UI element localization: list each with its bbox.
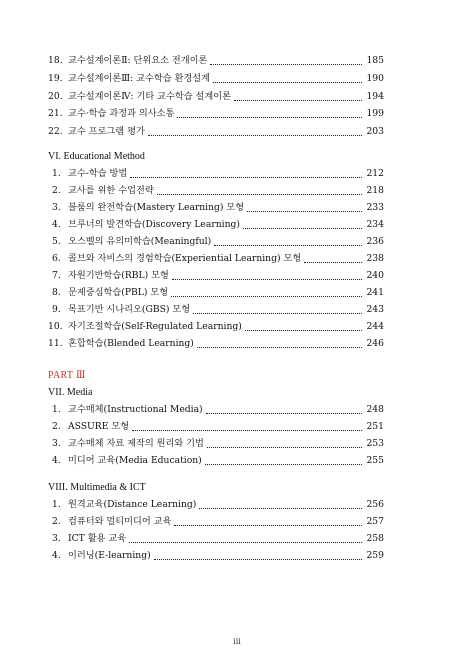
- toc-entry-page: 257: [366, 516, 384, 527]
- toc-entry-number: 2.: [52, 516, 61, 527]
- toc-entry[interactable]: [0, 403, 474, 417]
- toc-entry[interactable]: [0, 532, 474, 546]
- toc-entry-title: 자원기반학습(RBL) 모형: [68, 270, 169, 281]
- toc-entry-page: 233: [366, 202, 384, 213]
- toc-entry-page: 212: [366, 168, 384, 179]
- toc-entry-page: 258: [366, 533, 384, 544]
- toc-entry-page: 243: [366, 304, 384, 315]
- dot-leader: [304, 248, 362, 263]
- toc-entry[interactable]: [0, 107, 474, 121]
- section-heading-multimedia-ict: VIII. Multimedia & ICT: [48, 482, 146, 493]
- toc-entry[interactable]: [0, 201, 474, 215]
- dot-leader: [132, 416, 362, 431]
- toc-entry-page: 218: [366, 185, 384, 196]
- section-heading-media: VII. Media: [48, 387, 93, 398]
- toc-entry-page: 241: [366, 287, 384, 298]
- toc-entry[interactable]: [0, 252, 474, 266]
- dot-leader: [130, 163, 362, 178]
- toc-entry-number: 18.: [48, 55, 63, 66]
- toc-entry-page: 240: [366, 270, 384, 281]
- toc-entry-number: 4.: [52, 219, 61, 230]
- dot-leader: [148, 121, 362, 136]
- toc-entry-number: 6.: [52, 253, 61, 264]
- dot-leader: [193, 299, 362, 314]
- toc-entry[interactable]: [0, 269, 474, 283]
- toc-entry[interactable]: [0, 420, 474, 434]
- toc-entry[interactable]: [0, 454, 474, 468]
- toc-entry-title: 교수·학습 과정과 의사소통: [68, 108, 175, 119]
- toc-entry-title: 교사를 위한 수업전략: [68, 185, 154, 196]
- toc-entry-title: 교수설계이론Ⅳ: 기타 교수학습 설계이론: [68, 91, 232, 102]
- dot-leader: [245, 316, 362, 331]
- toc-entry-number: 10.: [48, 321, 63, 332]
- toc-entry[interactable]: [0, 72, 474, 86]
- dot-leader: [154, 545, 362, 560]
- toc-entry[interactable]: [0, 337, 474, 351]
- toc-entry-title: 목표기반 시나리오(GBS) 모형: [68, 304, 191, 315]
- toc-entry-number: 3.: [52, 438, 61, 449]
- toc-entry-title: 브루너의 발견학습(Discovery Learning): [68, 219, 240, 230]
- dot-leader: [177, 103, 362, 118]
- toc-entry-title: 이러닝(E-learning): [68, 550, 151, 561]
- toc-entry-page: 259: [366, 550, 384, 561]
- toc-entry-title: 컴퓨터와 멀티미디어 교육: [68, 516, 172, 527]
- dot-leader: [129, 528, 362, 543]
- toc-entry[interactable]: [0, 218, 474, 232]
- toc-entry-page: 234: [366, 219, 384, 230]
- dot-leader: [247, 197, 362, 212]
- toc-entry-title: 문제중심학습(PBL) 모형: [68, 287, 169, 298]
- toc-entry[interactable]: [0, 515, 474, 529]
- dot-leader: [174, 511, 362, 526]
- toc-entry-page: 256: [366, 499, 384, 510]
- toc-entry-title: 교수매체 자료 제작의 원리와 기법: [68, 438, 204, 449]
- toc-entry-number: 3.: [52, 533, 61, 544]
- toc-entry-title: 원격교육(Distance Learning): [68, 499, 197, 510]
- toc-entry[interactable]: [0, 184, 474, 198]
- toc-entry[interactable]: [0, 125, 474, 139]
- toc-entry[interactable]: [0, 235, 474, 249]
- toc-entry-title: ICT 활용 교육: [68, 533, 127, 544]
- dot-leader: [157, 180, 362, 195]
- dot-leader: [207, 433, 362, 448]
- toc-entry-number: 19.: [48, 73, 63, 84]
- toc-entry-number: 21.: [48, 108, 63, 119]
- dot-leader: [210, 50, 362, 65]
- toc-entry-page: 253: [366, 438, 384, 449]
- part-heading: PART Ⅲ: [48, 370, 86, 381]
- page-number: iii: [233, 637, 241, 646]
- toc-entry[interactable]: [0, 90, 474, 104]
- toc-entry-title: 교수-학습 방법: [68, 168, 128, 179]
- toc-entry-page: 244: [366, 321, 384, 332]
- toc-entry-number: 1.: [52, 499, 61, 510]
- toc-entry-number: 9.: [52, 304, 61, 315]
- toc-entry[interactable]: [0, 303, 474, 317]
- toc-entry-number: 7.: [52, 270, 61, 281]
- toc-entry-title: 미디어 교육(Media Education): [68, 455, 202, 466]
- toc-entry-number: 2.: [52, 421, 61, 432]
- toc-entry-title: 혼합학습(Blended Learning): [68, 338, 194, 349]
- toc-entry[interactable]: [0, 549, 474, 563]
- toc-entry-number: 22.: [48, 126, 63, 137]
- toc-entry-number: 5.: [52, 236, 61, 247]
- dot-leader: [234, 86, 362, 101]
- dot-leader: [214, 231, 362, 246]
- toc-entry-title: ASSURE 모형: [68, 421, 130, 432]
- toc-entry[interactable]: [0, 437, 474, 451]
- toc-entry-number: 1.: [52, 404, 61, 415]
- toc-entry-title: 오스벨의 유의미학습(Meaningful): [68, 236, 212, 247]
- toc-entry-page: 236: [366, 236, 384, 247]
- toc-entry[interactable]: [0, 167, 474, 181]
- toc-entry[interactable]: [0, 54, 474, 68]
- toc-entry-page: 246: [366, 338, 384, 349]
- toc-entry[interactable]: [0, 498, 474, 512]
- toc-entry-page: 248: [366, 404, 384, 415]
- toc-entry-page: 185: [366, 55, 384, 66]
- toc-entry-title: 교수 프로그램 평가: [68, 126, 145, 137]
- dot-leader: [206, 399, 362, 414]
- toc-entry-page: 194: [366, 91, 384, 102]
- dot-leader: [171, 282, 362, 297]
- dot-leader: [243, 214, 362, 229]
- toc-entry-page: 203: [366, 126, 384, 137]
- dot-leader: [213, 68, 362, 83]
- toc-entry-title: 블룸의 완전학습(Mastery Learning) 모형: [68, 202, 245, 213]
- toc-entry-page: 190: [366, 73, 384, 84]
- dot-leader: [172, 265, 362, 280]
- toc-entry-number: 4.: [52, 455, 61, 466]
- toc-entry-number: 4.: [52, 550, 61, 561]
- toc-entry-title: 자기조절학습(Self-Regulated Learning): [68, 321, 242, 332]
- toc-entry-title: 교수설계이론Ⅲ: 교수학습 환경설계: [68, 73, 211, 84]
- toc-entry[interactable]: [0, 286, 474, 300]
- toc-entry-title: 교수설계이론Ⅱ: 단위요소 전개이론: [68, 55, 208, 66]
- toc-entry-title: 콜브와 자비스의 경험학습(Experiential Learning) 모형: [68, 253, 302, 264]
- toc-entry-page: 255: [366, 455, 384, 466]
- dot-leader: [197, 333, 362, 348]
- toc-entry-number: 3.: [52, 202, 61, 213]
- dot-leader: [205, 450, 362, 465]
- toc-entry-number: 20.: [48, 91, 63, 102]
- toc-entry-page: 251: [366, 421, 384, 432]
- toc-entry-number: 1.: [52, 168, 61, 179]
- toc-entry-number: 11.: [48, 338, 63, 349]
- toc-entry[interactable]: [0, 320, 474, 334]
- toc-entry-number: 2.: [52, 185, 61, 196]
- toc-entry-title: 교수매체(Instructional Media): [68, 404, 203, 415]
- section-heading-educational-method: VI. Educational Method: [48, 151, 145, 162]
- toc-entry-page: 238: [366, 253, 384, 264]
- toc-entry-page: 199: [366, 108, 384, 119]
- dot-leader: [199, 494, 362, 509]
- toc-entry-number: 8.: [52, 287, 61, 298]
